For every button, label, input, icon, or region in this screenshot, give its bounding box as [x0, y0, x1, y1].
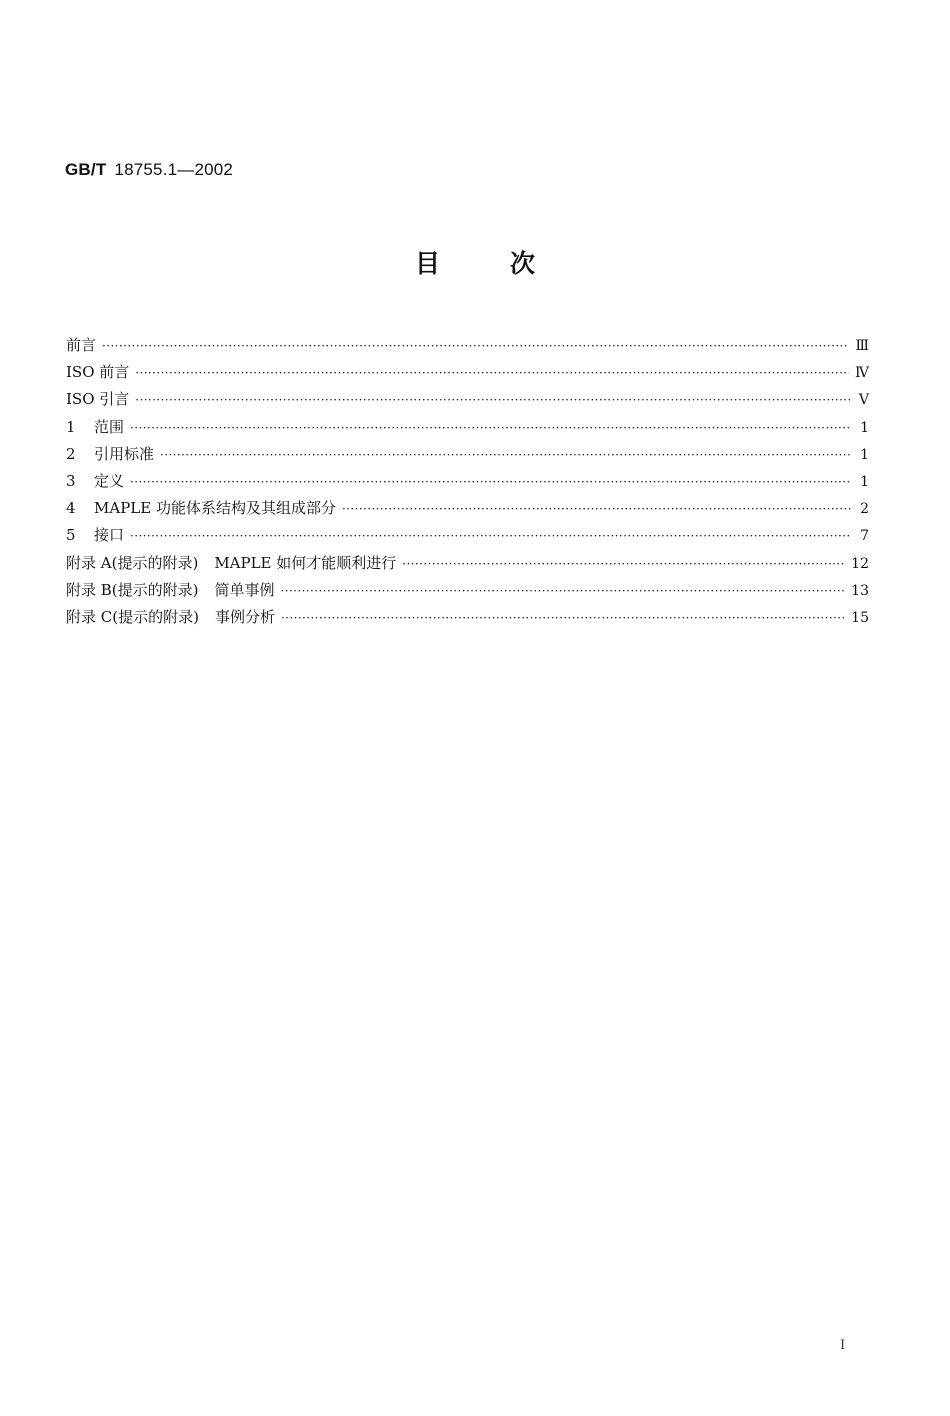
leader-dots — [402, 557, 845, 571]
toc-entry-label: 范围 — [94, 417, 125, 436]
leader-dots — [160, 448, 851, 462]
leader-dots — [281, 611, 845, 625]
toc-entry-label: ISO 前言 — [66, 363, 130, 382]
toc-entry-page: 12 — [851, 555, 869, 572]
toc-entry-label: 简单事例 — [214, 580, 275, 599]
page-number: I — [840, 1338, 846, 1353]
toc-entry-number: 附录 A(提示的附录) — [66, 553, 199, 572]
toc-entry-label: MAPLE 功能体系结构及其组成部分 — [94, 499, 336, 518]
toc-entry-number: 附录 B(提示的附录) — [66, 580, 199, 599]
toc-entry-label: 接口 — [94, 526, 125, 545]
toc-entry-label: 事例分析 — [214, 607, 275, 626]
toc-entry-number: 附录 C(提示的附录) — [66, 607, 199, 626]
toc-entry-page: Ⅴ — [858, 392, 869, 409]
toc-entry-label: ISO 引言 — [66, 390, 130, 409]
toc-title: 目次 — [414, 249, 605, 278]
toc-entry-number: 2 — [66, 444, 76, 463]
toc-entry-page: 15 — [851, 609, 869, 626]
standard-number: 18755.1—2002 — [114, 160, 234, 179]
table-of-contents — [66, 334, 869, 633]
leader-dots — [135, 393, 851, 407]
toc-entry-normative-references[interactable] — [66, 443, 869, 470]
leader-dots — [281, 584, 846, 598]
toc-entry-label: 引用标准 — [94, 444, 155, 463]
toc-entry-page: 1 — [860, 419, 869, 436]
toc-entry-page: 1 — [860, 446, 869, 463]
toc-entry-functional-architecture[interactable] — [66, 497, 869, 524]
toc-entry-label: 定义 — [94, 471, 125, 490]
toc-entry-page: 13 — [851, 582, 869, 599]
toc-entry-number: 4 — [66, 499, 76, 518]
toc-entry-page: 2 — [860, 501, 869, 518]
toc-entry-definitions[interactable] — [66, 470, 869, 497]
toc-entry-annex-a[interactable] — [66, 552, 869, 579]
toc-entry-page: Ⅳ — [855, 365, 869, 382]
toc-entry-page: 7 — [860, 528, 869, 545]
standard-prefix: GB/T — [65, 160, 107, 179]
toc-entry-annex-b[interactable] — [66, 579, 869, 606]
leader-dots — [130, 529, 851, 543]
toc-entry-label: 前言 — [66, 336, 97, 354]
toc-entry-page: 1 — [860, 473, 869, 490]
toc-entry-iso-foreword[interactable] — [66, 361, 869, 388]
leader-dots — [342, 502, 851, 516]
toc-entry-page: Ⅲ — [855, 338, 869, 354]
toc-entry-foreword[interactable] — [66, 334, 869, 361]
leader-dots — [130, 475, 851, 489]
standard-code — [65, 160, 233, 180]
toc-entry-label: MAPLE 如何才能顺利进行 — [214, 553, 397, 572]
toc-entry-number: 1 — [66, 417, 76, 436]
toc-entry-annex-c[interactable] — [66, 606, 869, 633]
leader-dots — [102, 339, 849, 353]
toc-entry-iso-introduction[interactable] — [66, 388, 869, 415]
toc-entry-number: 5 — [66, 526, 76, 545]
toc-entry-interfaces[interactable] — [66, 524, 869, 551]
leader-dots — [135, 366, 849, 380]
leader-dots — [130, 421, 851, 435]
toc-entry-scope[interactable] — [66, 416, 869, 443]
toc-entry-number: 3 — [66, 471, 76, 490]
